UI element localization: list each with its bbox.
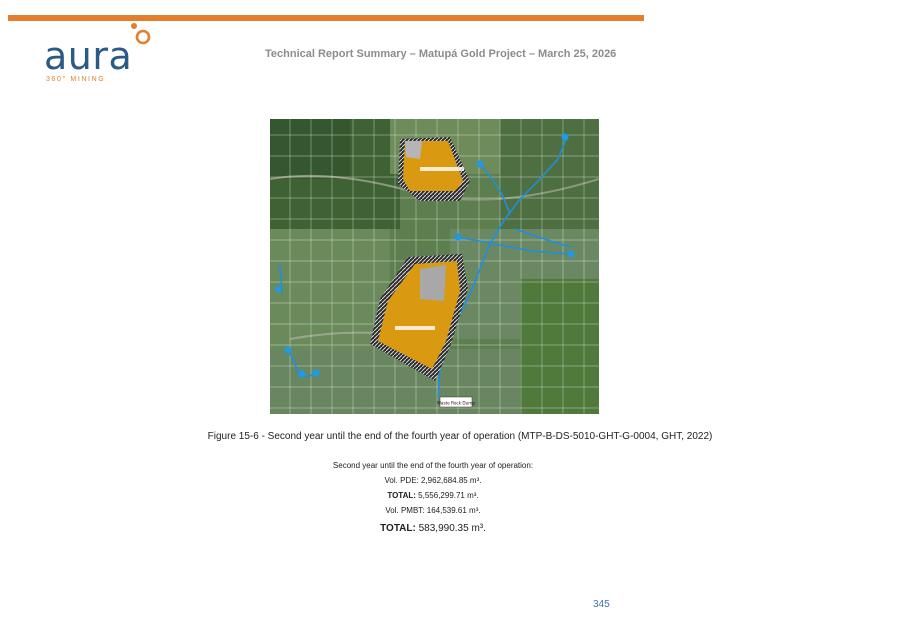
vol-pmbt-label: Vol. PMBT: bbox=[385, 506, 425, 515]
logo-wordmark: aura bbox=[44, 34, 133, 78]
document-header-title: Technical Report Summary – Matupá Gold Project – March 25, 2026 bbox=[265, 48, 617, 60]
volume-summary bbox=[300, 458, 566, 536]
total-line-2 bbox=[300, 521, 566, 536]
total2-value: 583,990.35 m³. bbox=[418, 523, 486, 534]
site-map-figure bbox=[270, 119, 599, 414]
site-map-image bbox=[270, 119, 599, 414]
page-number: 345 bbox=[593, 599, 610, 610]
vol-pmbt-line bbox=[300, 503, 566, 518]
total1-label: TOTAL: bbox=[387, 491, 416, 500]
vol-pde-line bbox=[300, 473, 566, 488]
vol-pmbt-value: 164,539.61 m³. bbox=[426, 506, 481, 515]
total2-label: TOTAL: bbox=[380, 523, 416, 534]
total1-value: 5,556,299.71 m³. bbox=[418, 491, 479, 500]
vol-pde-label: Vol. PDE: bbox=[384, 476, 419, 485]
header-accent-bar bbox=[8, 15, 644, 21]
figure-caption: Figure 15-6 - Second year until the end of the fourth year of operation (MTP-B-DS-5010-GHT-G-0004, GHT, 2022) bbox=[207, 431, 713, 442]
company-logo bbox=[44, 22, 164, 92]
volume-intro: Second year until the end of the fourth year of operation: bbox=[332, 461, 534, 470]
vol-pde-value: 2,962,684.85 m³. bbox=[421, 476, 482, 485]
logo-tagline: 360° MINING bbox=[46, 76, 106, 83]
map-dump-label: Waste Rock Dump bbox=[436, 400, 476, 406]
total-line-1 bbox=[300, 488, 566, 503]
logo-mark-icon bbox=[126, 22, 154, 48]
